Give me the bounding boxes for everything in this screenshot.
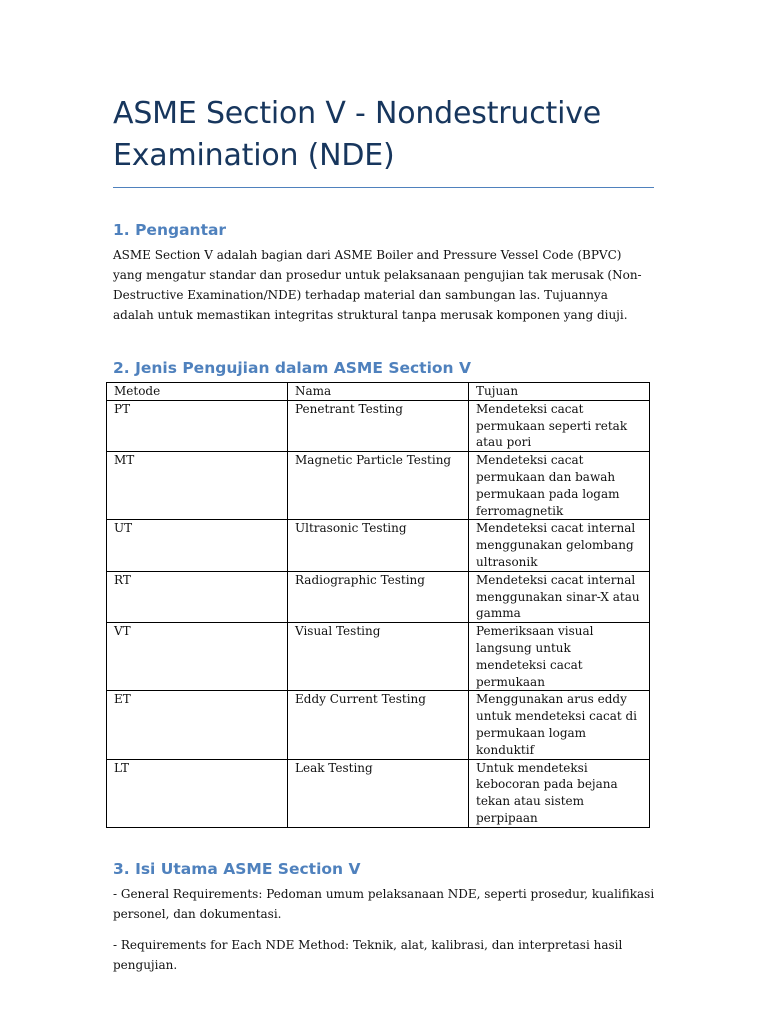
- table-row: [107, 623, 650, 691]
- table-row: [107, 452, 650, 520]
- section-body-pengantar: ASME Section V adalah bagian dari ASME Boiler and Pressure Vessel Code (BPVC) yang mengatur standar dan prosedur untuk pelaksanaan pengujian tak merusak (Non-Destructive Examination/NDE) terhadap material dan sambungan las. Tujuannya adalah untuk memastikan integritas struktural tanpa merusak komponen yang diuji.: [113, 248, 642, 322]
- table-cell-tujuan: Menggunakan arus eddy untuk mendeteksi cacat di permukaan logam konduktif: [469, 691, 650, 759]
- title-underline: [113, 187, 654, 188]
- table-cell-metode: ET: [107, 691, 288, 759]
- document-title: ASME Section V - Nondestructive Examination (NDE): [113, 96, 602, 173]
- table-cell-tujuan: Mendeteksi cacat internal menggunakan gelombang ultrasonik: [469, 520, 650, 571]
- table-row: [107, 691, 650, 759]
- table-cell-nama: Magnetic Particle Testing: [288, 452, 469, 520]
- table-cell-metode: RT: [107, 571, 288, 622]
- section-heading-pengantar: 1. Pengantar: [113, 221, 227, 239]
- table-header-row: [107, 383, 650, 401]
- table-cell-nama: Eddy Current Testing: [288, 691, 469, 759]
- table-header-cell: Tujuan: [469, 383, 650, 401]
- table-cell-metode: UT: [107, 520, 288, 571]
- table-cell-tujuan: Mendeteksi cacat permukaan dan bawah permukaan pada logam ferromagnetik: [469, 452, 650, 520]
- table-cell-nama: Radiographic Testing: [288, 571, 469, 622]
- table-cell-tujuan: Untuk mendeteksi kebocoran pada bejana tekan atau sistem perpipaan: [469, 759, 650, 827]
- table-cell-nama: Ultrasonic Testing: [288, 520, 469, 571]
- table-header-cell: Nama: [288, 383, 469, 401]
- table-cell-nama: Leak Testing: [288, 759, 469, 827]
- table-row: [107, 400, 650, 451]
- table-row: [107, 520, 650, 571]
- section-heading-jenis-pengujian: 2. Jenis Pengujian dalam ASME Section V: [113, 359, 471, 377]
- table-cell-metode: MT: [107, 452, 288, 520]
- table-cell-tujuan: Pemeriksaan visual langsung untuk mendeteksi cacat permukaan: [469, 623, 650, 691]
- table-cell-nama: Penetrant Testing: [288, 400, 469, 451]
- table-row: [107, 759, 650, 827]
- section-paragraph-general-requirements: - General Requirements: Pedoman umum pelaksanaan NDE, seperti prosedur, kualifikasi personel, dan dokumentasi.: [113, 886, 655, 921]
- table-header-cell: Metode: [107, 383, 288, 401]
- table-cell-metode: LT: [107, 759, 288, 827]
- table-cell-nama: Visual Testing: [288, 623, 469, 691]
- table-cell-metode: PT: [107, 400, 288, 451]
- nde-methods-table: [106, 382, 650, 828]
- table-row: [107, 571, 650, 622]
- table-cell-tujuan: Mendeteksi cacat permukaan seperti retak atau pori: [469, 400, 650, 451]
- section-heading-isi-utama: 3. Isi Utama ASME Section V: [113, 859, 361, 878]
- section-paragraph-method-requirements: - Requirements for Each NDE Method: Teknik, alat, kalibrasi, dan interpretasi hasil pengujian.: [113, 937, 623, 972]
- table-cell-metode: VT: [107, 623, 288, 691]
- table-cell-tujuan: Mendeteksi cacat internal menggunakan sinar-X atau gamma: [469, 571, 650, 622]
